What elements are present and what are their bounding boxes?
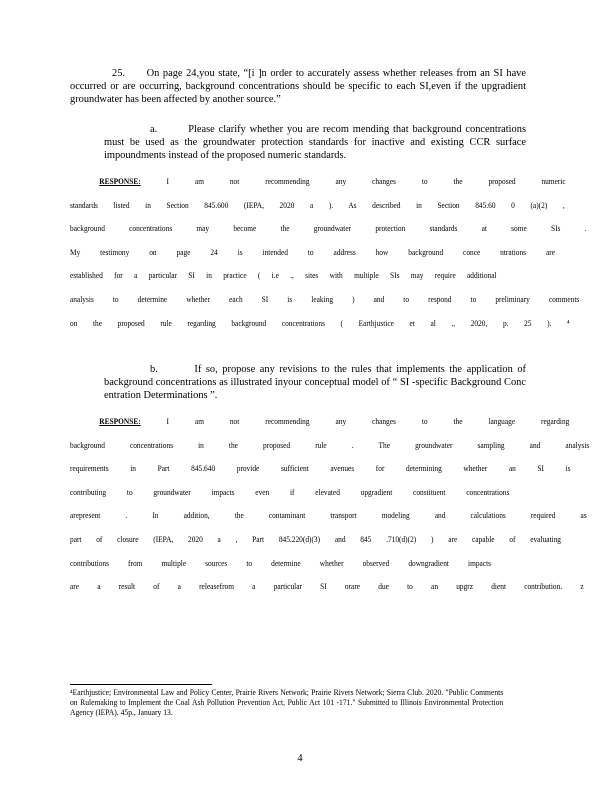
footnote xyxy=(70,688,503,718)
question-number: 25. xyxy=(112,68,125,79)
sub-question-text: If so, propose any revisions to the rules that implements the application of background concentrations as illustrated inyour conceptual model of “ SI -specific Background Conc entration Determinations ”. xyxy=(104,364,526,401)
footnote-text: Earthjustice; Environmental Law and Policy Center, Prairie Rivers Network; Prairie Rivers Network; Sierra Club. 2020. "Public Comments on Rulemaking to Implement the Coal Ash Pollution Prevention Act, Public Act 101 -171." Submitted to Illinois Environmental Protection Agency (IEPA). 45p., January 13. xyxy=(70,688,504,717)
response-line: part of closure (IEPA, 2020 a , Part 845.220(d)(3) and 845 .710(d)(2) ) are capable of evaluating xyxy=(70,533,561,544)
sub-question-b xyxy=(104,364,526,402)
response-line: background concentrations in the proposed rule . The groundwater sampling and analysis xyxy=(70,439,590,450)
page-number: 4 xyxy=(297,753,303,764)
sub-question-label: a. xyxy=(150,124,158,135)
response-label: RESPONSE: xyxy=(99,176,141,186)
question-25 xyxy=(70,68,526,106)
response-line: on the proposed rule regarding background concentrations ( Earthjustice et al ., 2020, p. 25 ). ⁴ xyxy=(70,317,570,328)
response-text: I am not recommending any changes to the language regarding xyxy=(166,416,570,426)
response-line: contributing to groundwater impacts even if elevated upgradient constituent concentrations xyxy=(70,486,510,497)
sub-question-a xyxy=(104,124,526,162)
response-line: standards listed in Section 845.600 (IEPA, 2020 a ). As described in Section 845.60 0 (a)(2) , xyxy=(70,199,565,210)
response-line: arepresent . In addition, the contaminant transport modeling and calculations required as xyxy=(70,510,587,521)
response-line: are a result of a releasefrom a particular SI orare due to an upgrz dient contribution. z xyxy=(70,581,584,592)
sub-question-label: b. xyxy=(150,364,158,375)
response-line: contributions from multiple sources to determine whether observed downgradient impacts xyxy=(70,557,492,568)
response-line: background concentrations may become the groundwater protection standards at some SIs . xyxy=(70,223,587,234)
footnote-rule xyxy=(70,684,212,685)
response-line: established for a particular SI in practice ( i.e ., sites with multiple SIs may require additional xyxy=(70,270,497,281)
question-text: On page 24,you state, “[i ]n order to accurately assess whether releases from an SI have occurred or are occurring, background concentrations should be specific to each SI,even if the upgradient groundwater has been affected by another source.” xyxy=(70,68,526,105)
footnote-marker: ⁴ xyxy=(70,688,73,697)
response-text: I am not recommending any changes to the proposed numeric xyxy=(166,176,566,186)
sub-question-text: Please clarify whether you are recom mending that background concentrations must be used as the groundwater protection standards for inactive and existing CCR surface impoundments instead of the proposed numeric standards. xyxy=(104,124,526,161)
response-line: analysis to determine whether each SI is leaking ) and to respond to preliminary comments xyxy=(70,293,580,304)
response-a xyxy=(70,176,587,341)
response-b xyxy=(70,416,590,605)
response-line xyxy=(70,176,566,200)
response-line: requirements in Part 845.640 provide sufficient avenues for determining whether an SI is xyxy=(70,463,571,474)
response-line xyxy=(70,416,570,440)
response-line: My testimony on page 24 is intended to address how background conce ntrations are xyxy=(70,246,555,257)
response-label: RESPONSE: xyxy=(99,416,141,426)
